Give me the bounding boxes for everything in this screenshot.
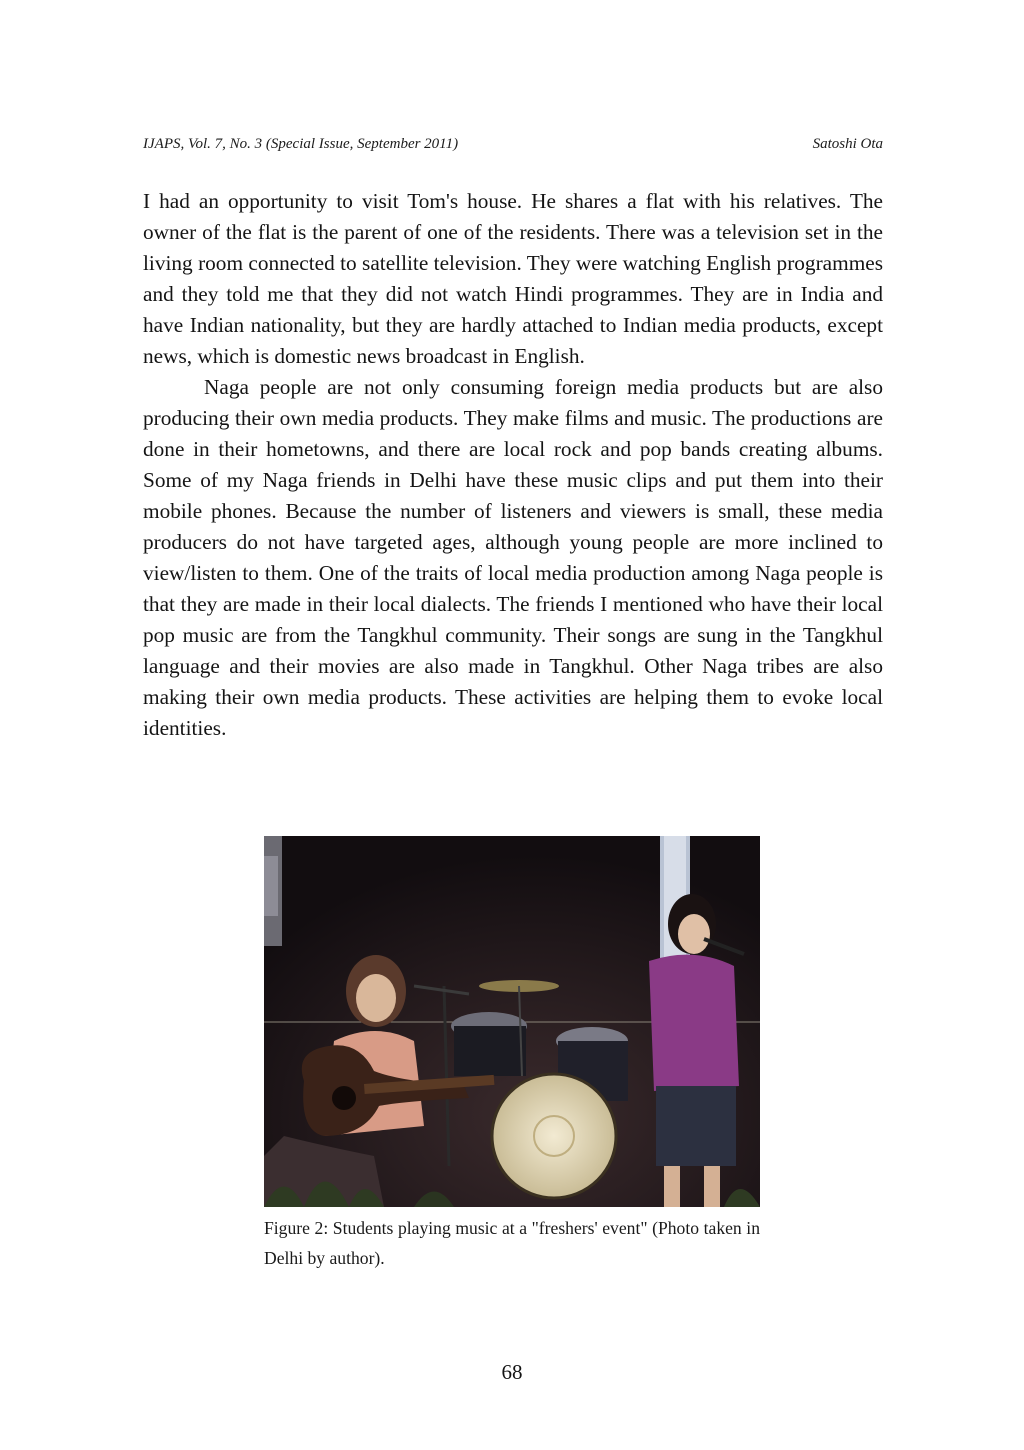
paragraph: Naga people are not only consuming foreign media products but are also producing their own media products. They make films and music. The productions are done in their hometowns, and there are local rock and pop bands creating albums. Some of my Naga friends in Delhi have these music clips and put them into their mobile phones. Because the number of listeners and viewers is small, these media producers do not have targeted ages, although young people are more inclined to view/listen to them. One of the traits of local media production among Naga people is that they are made in their local dialects. The friends I mentioned who have their local pop music are from the Tangkhul community. Their songs are sung in the Tangkhul language and their movies are also made in Tangkhul. Other Naga tribes are also making their own media products. These activities are helping them to evoke local identities.: [143, 375, 883, 740]
author-name: Satoshi Ota: [812, 136, 883, 152]
page-number: 68: [501, 1360, 523, 1384]
concert-photo: [264, 836, 760, 1207]
figure: [264, 836, 760, 1273]
body-text: [143, 186, 883, 744]
figure-caption: Figure 2: Students playing music at a "freshers' event" (Photo taken in Delhi by author).: [264, 1218, 760, 1268]
paragraph: I had an opportunity to visit Tom's house. He shares a flat with his relatives. The owner of the flat is the parent of one of the residents. There was a television set in the living room connected to satellite television. They were watching English programmes and they told me that they did not watch Hindi programmes. They are in India and have Indian nationality, but they are hardly attached to Indian media products, except news, which is domestic news broadcast in English.: [143, 189, 883, 368]
journal-citation: IJAPS, Vol. 7, No. 3 (Special Issue, September 2011): [143, 136, 459, 152]
